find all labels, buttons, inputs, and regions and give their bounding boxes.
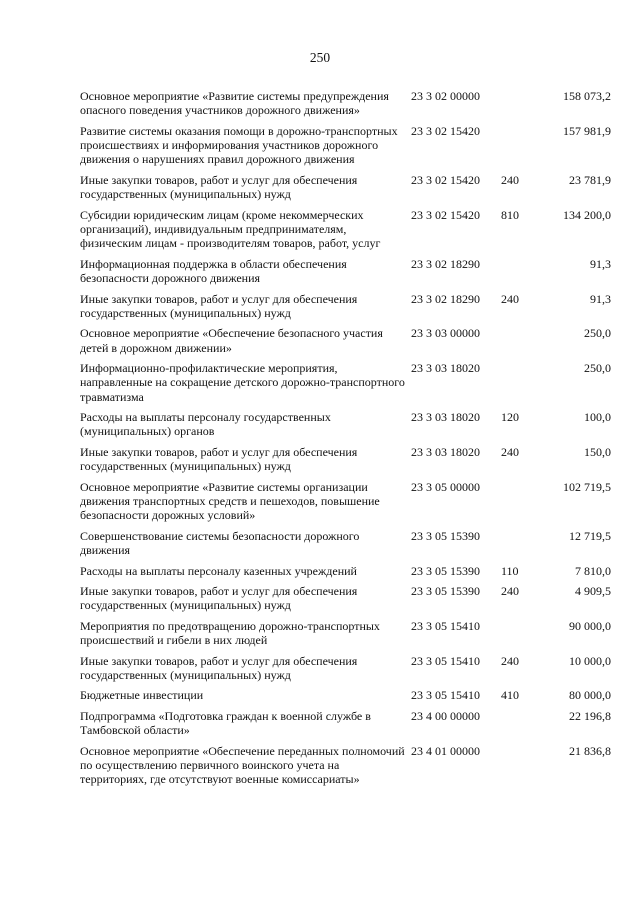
- row-name: Мероприятия по предотвращению дорожно-транспортных происшествий и гибели в них людей: [80, 618, 380, 648]
- row-code: 23 3 02 18290: [411, 291, 480, 306]
- row-code: 23 3 02 18290: [411, 256, 480, 271]
- row-expense-type: [501, 361, 541, 410]
- page-number: 250: [309, 50, 331, 65]
- table-row: [80, 709, 611, 744]
- row-expense-type: 810: [501, 207, 519, 222]
- row-expense-type: [501, 124, 541, 173]
- row-code: 23 3 03 18020: [411, 444, 480, 459]
- row-amount: 80 000,0: [569, 688, 611, 703]
- table-row: [80, 744, 611, 793]
- row-expense-type: [501, 709, 541, 744]
- row-amount: 21 836,8: [569, 743, 611, 758]
- row-expense-type: [501, 619, 541, 654]
- row-code: 23 3 02 15420: [411, 207, 480, 222]
- row-expense-type: 410: [501, 688, 519, 703]
- row-name: Иные закупки товаров, работ и услуг для обеспечения государственных (муниципальных) нужд: [80, 291, 358, 320]
- table-row: [80, 529, 611, 564]
- row-code: 23 3 02 15420: [411, 172, 480, 187]
- row-name: Иные закупки товаров, работ и услуг для обеспечения государственных (муниципальных) нужд: [80, 653, 358, 682]
- row-amount: 10 000,0: [569, 653, 611, 668]
- table-row: [80, 445, 611, 480]
- row-code: 23 3 03 00000: [411, 326, 480, 341]
- row-amount: 102 719,5: [563, 479, 611, 494]
- row-amount: 91,3: [590, 256, 611, 271]
- row-code: 23 3 05 15390: [411, 528, 480, 543]
- row-name: Основное мероприятие «Развитие системы организации движения транспортных средств и пешеходов, повышение безопасности дорожных условий»: [80, 479, 380, 523]
- row-name: Развитие системы оказания помощи в дорожно-транспортных происшествиях и информирования участников дорожного движения о нарушениях правил дорожного движения: [80, 123, 398, 167]
- table-row: [80, 89, 611, 124]
- row-expense-type: 110: [501, 563, 519, 578]
- row-expense-type: [501, 529, 541, 564]
- row-amount: 12 719,5: [569, 528, 611, 543]
- row-code: 23 3 03 18020: [411, 361, 480, 376]
- row-amount: 90 000,0: [569, 618, 611, 633]
- table-row: [80, 480, 611, 529]
- row-code: 23 3 03 18020: [411, 410, 480, 425]
- table-row: [80, 410, 611, 445]
- row-code: 23 4 00 00000: [411, 708, 480, 723]
- row-expense-type: 120: [501, 410, 519, 425]
- row-name: Расходы на выплаты персоналу казенных учреждений: [80, 563, 357, 578]
- table-row: [80, 124, 611, 173]
- row-name: Субсидии юридическим лицам (кроме некоммерческих организаций), индивидуальным предпринимателям, физическим лицам - производителям товаров, работ, услуг: [80, 207, 381, 251]
- row-name: Совершенствование системы безопасности дорожного движения: [80, 528, 360, 558]
- table-row: [80, 208, 611, 257]
- row-amount: 250,0: [584, 361, 611, 376]
- row-code: 23 3 05 15390: [411, 584, 480, 599]
- row-expense-type: [501, 480, 541, 529]
- row-expense-type: 240: [501, 291, 519, 306]
- row-name: Иные закупки товаров, работ и услуг для обеспечения государственных (муниципальных) нужд: [80, 444, 358, 474]
- budget-table-body: [80, 89, 611, 793]
- row-expense-type: [501, 326, 541, 361]
- row-expense-type: [501, 744, 541, 793]
- row-amount: 22 196,8: [569, 708, 611, 723]
- row-expense-type: 240: [501, 444, 519, 459]
- row-name: Основное мероприятие «Обеспечение переданных полномочий по осуществлению первичного воинского учета на территориях, где отсутствуют военные комиссариаты»: [80, 743, 405, 787]
- row-name: Расходы на выплаты персоналу государственных (муниципальных) органов: [80, 410, 331, 439]
- table-row: [80, 361, 611, 410]
- row-code: 23 3 05 15410: [411, 618, 480, 633]
- row-amount: 158 073,2: [563, 89, 611, 103]
- row-code: 23 4 01 00000: [411, 743, 480, 758]
- row-amount: 23 781,9: [569, 172, 611, 187]
- row-expense-type: [501, 89, 541, 124]
- table-row: [80, 564, 611, 584]
- row-expense-type: [501, 257, 541, 292]
- row-code: 23 3 02 00000: [411, 89, 480, 103]
- row-amount: 250,0: [584, 326, 611, 341]
- row-expense-type: 240: [501, 584, 519, 599]
- row-code: 23 3 05 00000: [411, 479, 480, 494]
- row-code: 23 3 02 15420: [411, 123, 480, 138]
- row-name: Информационная поддержка в области обеспечения безопасности дорожного движения: [80, 256, 347, 286]
- row-name: Основное мероприятие «Развитие системы предупреждения опасного поведения участников дорожного движения»: [80, 89, 389, 118]
- table-row: [80, 173, 611, 208]
- row-amount: 134 200,0: [563, 207, 611, 222]
- row-amount: 7 810,0: [575, 563, 611, 578]
- row-name: Иные закупки товаров, работ и услуг для обеспечения государственных (муниципальных) нужд: [80, 584, 358, 613]
- row-amount: 157 981,9: [563, 123, 611, 138]
- row-name: Информационно-профилактические мероприятия, направленные на сокращение детского дорожно-транспортного травматизма: [80, 361, 405, 404]
- row-name: Бюджетные инвестиции: [80, 688, 204, 703]
- table-row: [80, 292, 611, 327]
- table-row: [80, 257, 611, 292]
- row-amount: 150,0: [584, 444, 611, 459]
- row-expense-type: 240: [501, 653, 519, 668]
- budget-table: [80, 89, 611, 793]
- row-name: Иные закупки товаров, работ и услуг для обеспечения государственных (муниципальных) нужд: [80, 172, 358, 202]
- row-expense-type: 240: [501, 172, 519, 187]
- row-code: 23 3 05 15410: [411, 653, 480, 668]
- table-row: [80, 654, 611, 689]
- table-row: [80, 619, 611, 654]
- row-name: Основное мероприятие «Обеспечение безопасного участия детей в дорожном движении»: [80, 326, 383, 355]
- row-amount: 4 909,5: [575, 584, 611, 599]
- row-name: Подпрограмма «Подготовка граждан к военной службе в Тамбовской области»: [80, 708, 371, 738]
- table-row: [80, 584, 611, 619]
- table-row: [80, 688, 611, 708]
- table-row: [80, 326, 611, 361]
- row-code: 23 3 05 15390: [411, 563, 480, 578]
- row-code: 23 3 05 15410: [411, 688, 480, 703]
- row-amount: 91,3: [590, 291, 611, 306]
- row-amount: 100,0: [584, 410, 611, 425]
